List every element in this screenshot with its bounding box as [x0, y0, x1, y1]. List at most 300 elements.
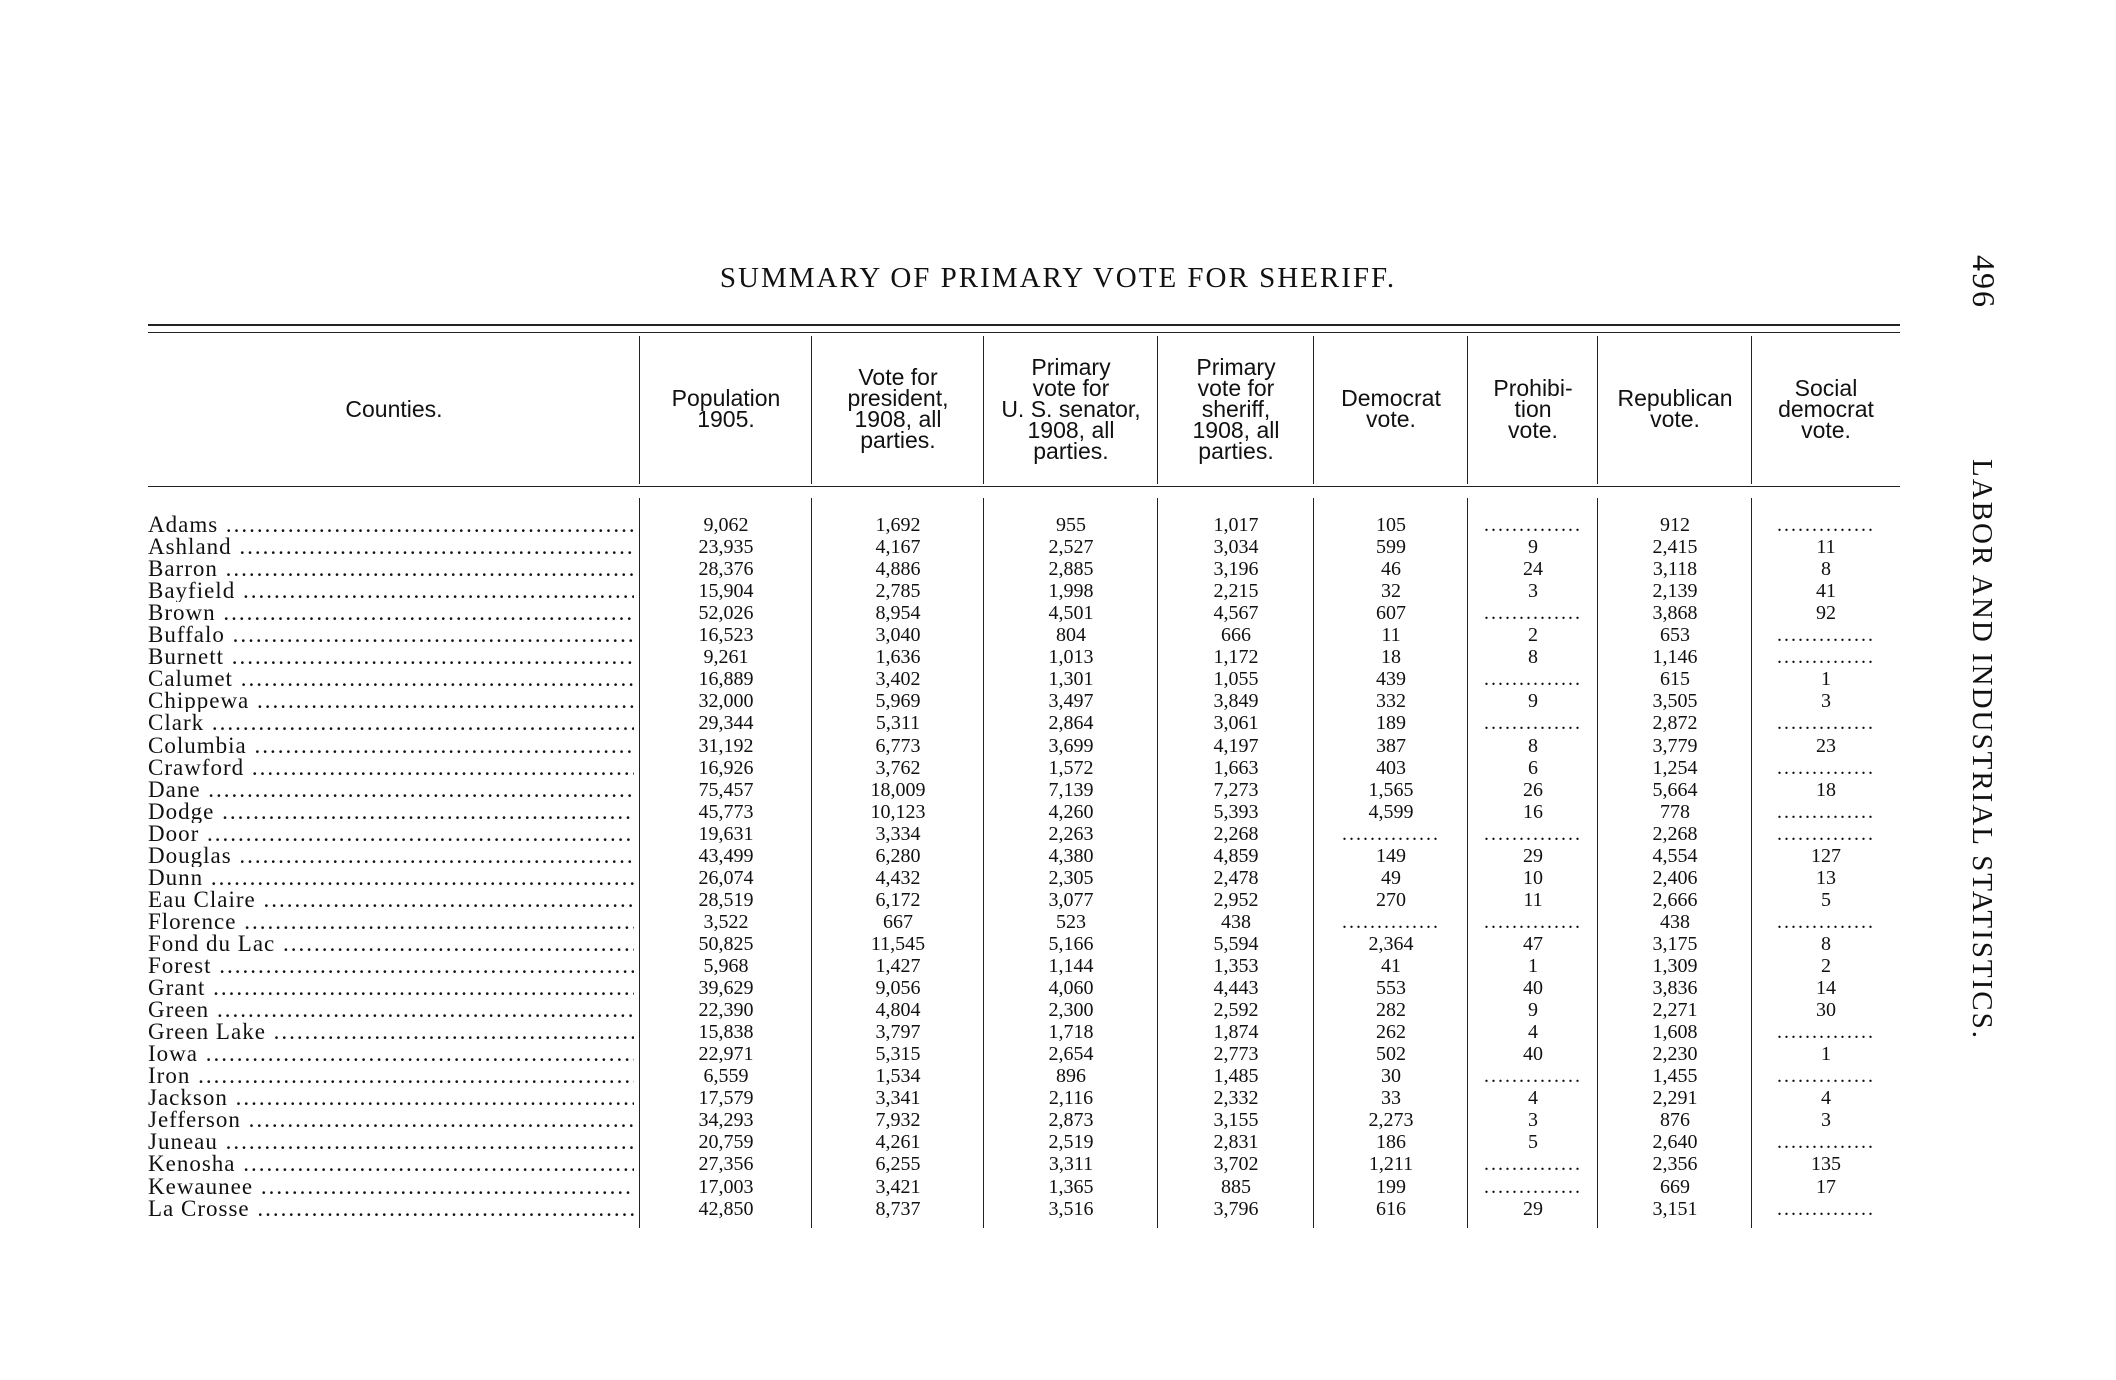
cell-population: 45,773 — [698, 801, 754, 823]
cell-senator: 896 — [1056, 1065, 1086, 1087]
table-row — [0, 999, 2116, 1021]
cell-social-democrat: 2 — [1821, 955, 1831, 977]
header-population-label: Population 1905. — [671, 385, 781, 432]
cell-social-democrat: 135 — [1811, 1153, 1841, 1175]
cell-senator: 1,718 — [1048, 1021, 1094, 1043]
cell-prohibition: .............. — [1484, 823, 1582, 845]
cell-republican: 2,640 — [1652, 1131, 1698, 1153]
cell-social-democrat: 5 — [1821, 889, 1831, 911]
cell-president: 5,311 — [875, 712, 921, 734]
header-counties-label: Counties. — [345, 395, 443, 422]
county-name: Burnett ..... — [148, 646, 634, 668]
cell-population: 29,344 — [698, 712, 754, 734]
cell-prohibition: 3 — [1528, 580, 1538, 602]
table-row — [0, 1021, 2116, 1043]
cell-prohibition: 1 — [1528, 955, 1538, 977]
cell-social-democrat: 8 — [1821, 558, 1831, 580]
cell-republican: 876 — [1660, 1109, 1690, 1131]
county-name: Iron ..... — [148, 1065, 634, 1087]
cell-sheriff: 1,172 — [1213, 646, 1259, 668]
cell-democrat: 30 — [1381, 1065, 1401, 1087]
cell-democrat: 2,273 — [1368, 1109, 1414, 1131]
cell-population: 22,390 — [698, 999, 754, 1021]
county-name: Calumet ..... — [148, 668, 634, 690]
cell-republican: 778 — [1660, 801, 1690, 823]
county-name: Ashland ..... — [148, 536, 634, 558]
cell-senator: 2,654 — [1048, 1043, 1094, 1065]
cell-senator: 2,305 — [1048, 867, 1094, 889]
cell-republican: 3,836 — [1652, 977, 1698, 999]
cell-democrat: 270 — [1376, 889, 1406, 911]
cell-social-democrat: .............. — [1777, 1131, 1875, 1153]
table-row — [0, 580, 2116, 602]
cell-republican: 1,455 — [1652, 1065, 1698, 1087]
cell-democrat: 553 — [1376, 977, 1406, 999]
header-column-divider — [639, 336, 640, 484]
header-social-democrat-vote — [1752, 334, 1900, 484]
cell-republican: 3,779 — [1652, 735, 1698, 757]
cell-social-democrat: 17 — [1816, 1176, 1836, 1198]
cell-senator: 804 — [1056, 624, 1086, 646]
cell-republican: 1,608 — [1652, 1021, 1698, 1043]
cell-social-democrat: 1 — [1821, 668, 1831, 690]
cell-social-democrat: 14 — [1816, 977, 1836, 999]
cell-social-democrat: 23 — [1816, 735, 1836, 757]
table-row — [0, 1109, 2116, 1131]
cell-democrat: .............. — [1342, 823, 1440, 845]
cell-democrat: 403 — [1376, 757, 1406, 779]
cell-republican: 912 — [1660, 514, 1690, 536]
header-president-vote — [812, 334, 984, 484]
table-row — [0, 933, 2116, 955]
cell-president: 18,009 — [870, 779, 926, 801]
table-row — [0, 536, 2116, 558]
cell-sheriff: 4,443 — [1213, 977, 1259, 999]
cell-population: 52,026 — [698, 602, 754, 624]
cell-democrat: 607 — [1376, 602, 1406, 624]
cell-senator: 2,300 — [1048, 999, 1094, 1021]
cell-sheriff: 2,773 — [1213, 1043, 1259, 1065]
cell-prohibition: 11 — [1523, 889, 1543, 911]
cell-prohibition: 4 — [1528, 1021, 1538, 1043]
cell-population: 6,559 — [703, 1065, 749, 1087]
running-title: LABOR AND INDUSTRIAL STATISTICS. — [1966, 459, 1998, 1041]
cell-social-democrat: 3 — [1821, 690, 1831, 712]
cell-democrat: 439 — [1376, 668, 1406, 690]
cell-population: 5,968 — [703, 955, 749, 977]
cell-population: 28,519 — [698, 889, 754, 911]
cell-president: 6,773 — [875, 735, 921, 757]
cell-sheriff: 4,859 — [1213, 845, 1259, 867]
county-name: Douglas ..... — [148, 845, 634, 867]
county-name: Columbia ..... — [148, 735, 634, 757]
header-prohibition-vote — [1468, 334, 1598, 484]
cell-social-democrat: .............. — [1777, 801, 1875, 823]
cell-prohibition: 5 — [1528, 1131, 1538, 1153]
page-title: SUMMARY OF PRIMARY VOTE FOR SHERIFF. — [719, 262, 1397, 294]
cell-social-democrat: 4 — [1821, 1087, 1831, 1109]
cell-republican: 615 — [1660, 668, 1690, 690]
cell-prohibition: 26 — [1523, 779, 1543, 801]
top-rule-2 — [148, 332, 1900, 333]
cell-social-democrat: 127 — [1811, 845, 1841, 867]
cell-president: 1,534 — [875, 1065, 921, 1087]
county-name: Bayfield ..... — [148, 580, 634, 602]
cell-president: 1,427 — [875, 955, 921, 977]
county-name: Barron ..... — [148, 558, 634, 580]
cell-social-democrat: 1 — [1821, 1043, 1831, 1065]
cell-democrat: 1,565 — [1368, 779, 1414, 801]
cell-sheriff: 1,485 — [1213, 1065, 1259, 1087]
cell-population: 27,356 — [698, 1153, 754, 1175]
cell-president: 7,932 — [875, 1109, 921, 1131]
cell-president: 4,886 — [875, 558, 921, 580]
cell-sheriff: 1,353 — [1213, 955, 1259, 977]
cell-democrat: 387 — [1376, 735, 1406, 757]
table-row — [0, 690, 2116, 712]
cell-prohibition: 3 — [1528, 1109, 1538, 1131]
cell-social-democrat: .............. — [1777, 624, 1875, 646]
county-name: Green Lake ..... — [148, 1021, 634, 1043]
county-name: Green ..... — [148, 999, 634, 1021]
table-row — [0, 1153, 2116, 1175]
cell-sheriff: 2,215 — [1213, 580, 1259, 602]
county-name: Juneau ..... — [148, 1131, 634, 1153]
cell-president: 1,636 — [875, 646, 921, 668]
table-row — [0, 668, 2116, 690]
cell-president: 4,432 — [875, 867, 921, 889]
cell-population: 16,889 — [698, 668, 754, 690]
cell-democrat: 49 — [1381, 867, 1401, 889]
cell-prohibition: .............. — [1484, 514, 1582, 536]
cell-democrat: 46 — [1381, 558, 1401, 580]
cell-sheriff: 3,849 — [1213, 690, 1259, 712]
cell-president: 6,280 — [875, 845, 921, 867]
cell-senator: 5,166 — [1048, 933, 1094, 955]
cell-population: 42,850 — [698, 1198, 754, 1220]
cell-sheriff: 1,663 — [1213, 757, 1259, 779]
cell-sheriff: 438 — [1221, 911, 1251, 933]
cell-sheriff: 1,017 — [1213, 514, 1259, 536]
cell-sheriff: 2,332 — [1213, 1087, 1259, 1109]
cell-social-democrat: 13 — [1816, 867, 1836, 889]
header-bottom-rule — [148, 486, 1900, 487]
cell-president: 3,421 — [875, 1176, 921, 1198]
cell-social-democrat: .............. — [1777, 757, 1875, 779]
table-row — [0, 558, 2116, 580]
cell-president: 1,692 — [875, 514, 921, 536]
header-column-divider — [1597, 336, 1598, 484]
cell-president: 667 — [883, 911, 913, 933]
cell-prohibition: 8 — [1528, 646, 1538, 668]
cell-republican: 2,415 — [1652, 536, 1698, 558]
cell-prohibition: 40 — [1523, 977, 1543, 999]
cell-republican: 5,664 — [1652, 779, 1698, 801]
table-row — [0, 646, 2116, 668]
cell-democrat: 502 — [1376, 1043, 1406, 1065]
cell-sheriff: 3,034 — [1213, 536, 1259, 558]
cell-prohibition: 6 — [1528, 757, 1538, 779]
cell-republican: 2,230 — [1652, 1043, 1698, 1065]
cell-sheriff: 3,796 — [1213, 1198, 1259, 1220]
cell-republican: 4,554 — [1652, 845, 1698, 867]
cell-republican: 2,139 — [1652, 580, 1698, 602]
cell-senator: 1,998 — [1048, 580, 1094, 602]
cell-social-democrat: 18 — [1816, 779, 1836, 801]
cell-population: 26,074 — [698, 867, 754, 889]
cell-senator: 4,380 — [1048, 845, 1094, 867]
cell-prohibition: .............. — [1484, 911, 1582, 933]
cell-president: 8,954 — [875, 602, 921, 624]
cell-democrat: 11 — [1381, 624, 1401, 646]
cell-social-democrat: 92 — [1816, 602, 1836, 624]
table-row — [0, 779, 2116, 801]
cell-republican: 2,271 — [1652, 999, 1698, 1021]
cell-senator: 3,699 — [1048, 735, 1094, 757]
cell-social-democrat: 11 — [1816, 536, 1836, 558]
header-president-vote-label: Vote for president, 1908, all parties. — [847, 364, 949, 453]
cell-senator: 3,516 — [1048, 1198, 1094, 1220]
cell-republican: 3,505 — [1652, 690, 1698, 712]
county-name: Jefferson ..... — [148, 1109, 634, 1131]
cell-sheriff: 5,594 — [1213, 933, 1259, 955]
cell-democrat: 41 — [1381, 955, 1401, 977]
cell-president: 5,969 — [875, 690, 921, 712]
table-row — [0, 624, 2116, 646]
cell-population: 75,457 — [698, 779, 754, 801]
cell-population: 17,579 — [698, 1087, 754, 1109]
cell-population: 39,629 — [698, 977, 754, 999]
cell-prohibition: 29 — [1523, 845, 1543, 867]
cell-senator: 1,013 — [1048, 646, 1094, 668]
cell-sheriff: 2,831 — [1213, 1131, 1259, 1153]
cell-democrat: 332 — [1376, 690, 1406, 712]
cell-sheriff: 3,155 — [1213, 1109, 1259, 1131]
cell-democrat: 199 — [1376, 1176, 1406, 1198]
county-name: Grant ..... — [148, 977, 634, 999]
cell-population: 9,062 — [703, 514, 749, 536]
cell-population: 22,971 — [698, 1043, 754, 1065]
cell-republican: 3,151 — [1652, 1198, 1698, 1220]
cell-prohibition: .............. — [1484, 1176, 1582, 1198]
table-row — [0, 712, 2116, 734]
header-sheriff-vote — [1158, 334, 1314, 484]
cell-sheriff: 1,874 — [1213, 1021, 1259, 1043]
cell-population: 31,192 — [698, 735, 754, 757]
cell-democrat: 149 — [1376, 845, 1406, 867]
cell-republican: 1,146 — [1652, 646, 1698, 668]
cell-sheriff: 2,952 — [1213, 889, 1259, 911]
cell-republican: 2,666 — [1652, 889, 1698, 911]
cell-population: 34,293 — [698, 1109, 754, 1131]
table-row — [0, 735, 2116, 757]
cell-prohibition: .............. — [1484, 1065, 1582, 1087]
cell-president: 3,334 — [875, 823, 921, 845]
cell-population: 23,935 — [698, 536, 754, 558]
cell-republican: 1,309 — [1652, 955, 1698, 977]
cell-democrat: 262 — [1376, 1021, 1406, 1043]
cell-social-democrat: .............. — [1777, 911, 1875, 933]
cell-senator: 2,885 — [1048, 558, 1094, 580]
county-name: La Crosse ..... — [148, 1198, 634, 1220]
cell-population: 28,376 — [698, 558, 754, 580]
cell-population: 3,522 — [703, 911, 749, 933]
cell-democrat: 32 — [1381, 580, 1401, 602]
cell-republican: 1,254 — [1652, 757, 1698, 779]
cell-sheriff: 3,196 — [1213, 558, 1259, 580]
cell-democrat: 616 — [1376, 1198, 1406, 1220]
cell-prohibition: 2 — [1528, 624, 1538, 646]
table-row — [0, 514, 2116, 536]
cell-senator: 3,311 — [1048, 1153, 1094, 1175]
cell-population: 15,838 — [698, 1021, 754, 1043]
cell-president: 4,804 — [875, 999, 921, 1021]
cell-sheriff: 4,197 — [1213, 735, 1259, 757]
cell-senator: 1,301 — [1048, 668, 1094, 690]
cell-prohibition: 16 — [1523, 801, 1543, 823]
cell-social-democrat: .............. — [1777, 1065, 1875, 1087]
header-column-divider — [1157, 336, 1158, 484]
cell-democrat: 33 — [1381, 1087, 1401, 1109]
cell-democrat: 282 — [1376, 999, 1406, 1021]
cell-president: 3,402 — [875, 668, 921, 690]
header-column-divider — [1313, 336, 1314, 484]
cell-social-democrat: 30 — [1816, 999, 1836, 1021]
cell-president: 6,172 — [875, 889, 921, 911]
cell-democrat: 599 — [1376, 536, 1406, 558]
cell-prohibition: 9 — [1528, 690, 1538, 712]
county-name: Buffalo ..... — [148, 624, 634, 646]
cell-republican: 438 — [1660, 911, 1690, 933]
cell-sheriff: 2,478 — [1213, 867, 1259, 889]
county-name: Dane ..... — [148, 779, 634, 801]
cell-sheriff: 666 — [1221, 624, 1251, 646]
cell-senator: 2,519 — [1048, 1131, 1094, 1153]
cell-president: 10,123 — [870, 801, 926, 823]
cell-president: 3,762 — [875, 757, 921, 779]
cell-president: 3,797 — [875, 1021, 921, 1043]
cell-republican: 3,118 — [1652, 558, 1698, 580]
table-row — [0, 1131, 2116, 1153]
cell-social-democrat: 3 — [1821, 1109, 1831, 1131]
cell-population: 50,825 — [698, 933, 754, 955]
table-row — [0, 1087, 2116, 1109]
county-name: Eau Claire ..... — [148, 889, 634, 911]
cell-population: 16,926 — [698, 757, 754, 779]
cell-population: 19,631 — [698, 823, 754, 845]
county-name: Dodge ..... — [148, 801, 634, 823]
cell-senator: 1,572 — [1048, 757, 1094, 779]
header-democrat-vote — [1314, 334, 1468, 484]
cell-senator: 2,873 — [1048, 1109, 1094, 1131]
county-name: Fond du Lac ..... — [148, 933, 634, 955]
cell-population: 17,003 — [698, 1176, 754, 1198]
table-row — [0, 602, 2116, 624]
cell-president: 5,315 — [875, 1043, 921, 1065]
cell-democrat: 2,364 — [1368, 933, 1414, 955]
cell-senator: 4,060 — [1048, 977, 1094, 999]
cell-social-democrat: 8 — [1821, 933, 1831, 955]
cell-prohibition: 9 — [1528, 536, 1538, 558]
table-row — [0, 823, 2116, 845]
cell-senator: 3,497 — [1048, 690, 1094, 712]
cell-senator: 3,077 — [1048, 889, 1094, 911]
cell-social-democrat: .............. — [1777, 823, 1875, 845]
county-name: Clark ..... — [148, 712, 634, 734]
cell-population: 32,000 — [698, 690, 754, 712]
cell-population: 15,904 — [698, 580, 754, 602]
county-name: Chippewa ..... — [148, 690, 634, 712]
cell-senator: 4,501 — [1048, 602, 1094, 624]
cell-president: 8,737 — [875, 1198, 921, 1220]
cell-president: 3,341 — [875, 1087, 921, 1109]
header-senator-vote-label: Primary vote for U. S. senator, 1908, all parties. — [1001, 353, 1141, 464]
cell-prohibition: 40 — [1523, 1043, 1543, 1065]
table-row — [0, 845, 2116, 867]
county-name: Iowa ..... — [148, 1043, 634, 1065]
header-republican-vote — [1598, 334, 1752, 484]
cell-social-democrat: .............. — [1777, 646, 1875, 668]
table-row — [0, 1043, 2116, 1065]
cell-president: 4,167 — [875, 536, 921, 558]
cell-senator: 4,260 — [1048, 801, 1094, 823]
cell-sheriff: 1,055 — [1213, 668, 1259, 690]
cell-social-democrat: .............. — [1777, 1198, 1875, 1220]
header-column-divider — [1467, 336, 1468, 484]
cell-democrat: 1,211 — [1368, 1153, 1414, 1175]
table-row — [0, 1176, 2116, 1198]
cell-population: 16,523 — [698, 624, 754, 646]
table-row — [0, 1065, 2116, 1087]
header-column-divider — [811, 336, 812, 484]
cell-president: 3,040 — [875, 624, 921, 646]
cell-prohibition: 47 — [1523, 933, 1543, 955]
cell-senator: 2,263 — [1048, 823, 1094, 845]
table-row — [0, 801, 2116, 823]
cell-president: 2,785 — [875, 580, 921, 602]
county-name: Crawford ..... — [148, 757, 634, 779]
cell-prohibition: .............. — [1484, 1153, 1582, 1175]
cell-social-democrat: .............. — [1777, 1021, 1875, 1043]
county-name: Dunn ..... — [148, 867, 634, 889]
cell-republican: 2,872 — [1652, 712, 1698, 734]
cell-democrat: 186 — [1376, 1131, 1406, 1153]
cell-prohibition: .............. — [1484, 668, 1582, 690]
cell-prohibition: .............. — [1484, 602, 1582, 624]
county-name: Kewaunee ..... — [148, 1176, 634, 1198]
cell-republican: 3,868 — [1652, 602, 1698, 624]
cell-sheriff: 2,268 — [1213, 823, 1259, 845]
cell-social-democrat: 41 — [1816, 580, 1836, 602]
cell-sheriff: 7,273 — [1213, 779, 1259, 801]
county-name: Jackson ..... — [148, 1087, 634, 1109]
table-row — [0, 889, 2116, 911]
cell-prohibition: 10 — [1523, 867, 1543, 889]
county-name: Florence ..... — [148, 911, 634, 933]
cell-sheriff: 4,567 — [1213, 602, 1259, 624]
cell-senator: 1,144 — [1048, 955, 1094, 977]
cell-population: 9,261 — [703, 646, 749, 668]
cell-president: 6,255 — [875, 1153, 921, 1175]
cell-prohibition: 24 — [1523, 558, 1543, 580]
header-prohibition-vote-label: Prohibi- tion vote. — [1493, 374, 1573, 443]
cell-republican: 2,406 — [1652, 867, 1698, 889]
cell-sheriff: 3,702 — [1213, 1153, 1259, 1175]
cell-prohibition: 8 — [1528, 735, 1538, 757]
cell-republican: 2,356 — [1652, 1153, 1698, 1175]
table-row — [0, 757, 2116, 779]
header-column-divider — [1751, 336, 1752, 484]
